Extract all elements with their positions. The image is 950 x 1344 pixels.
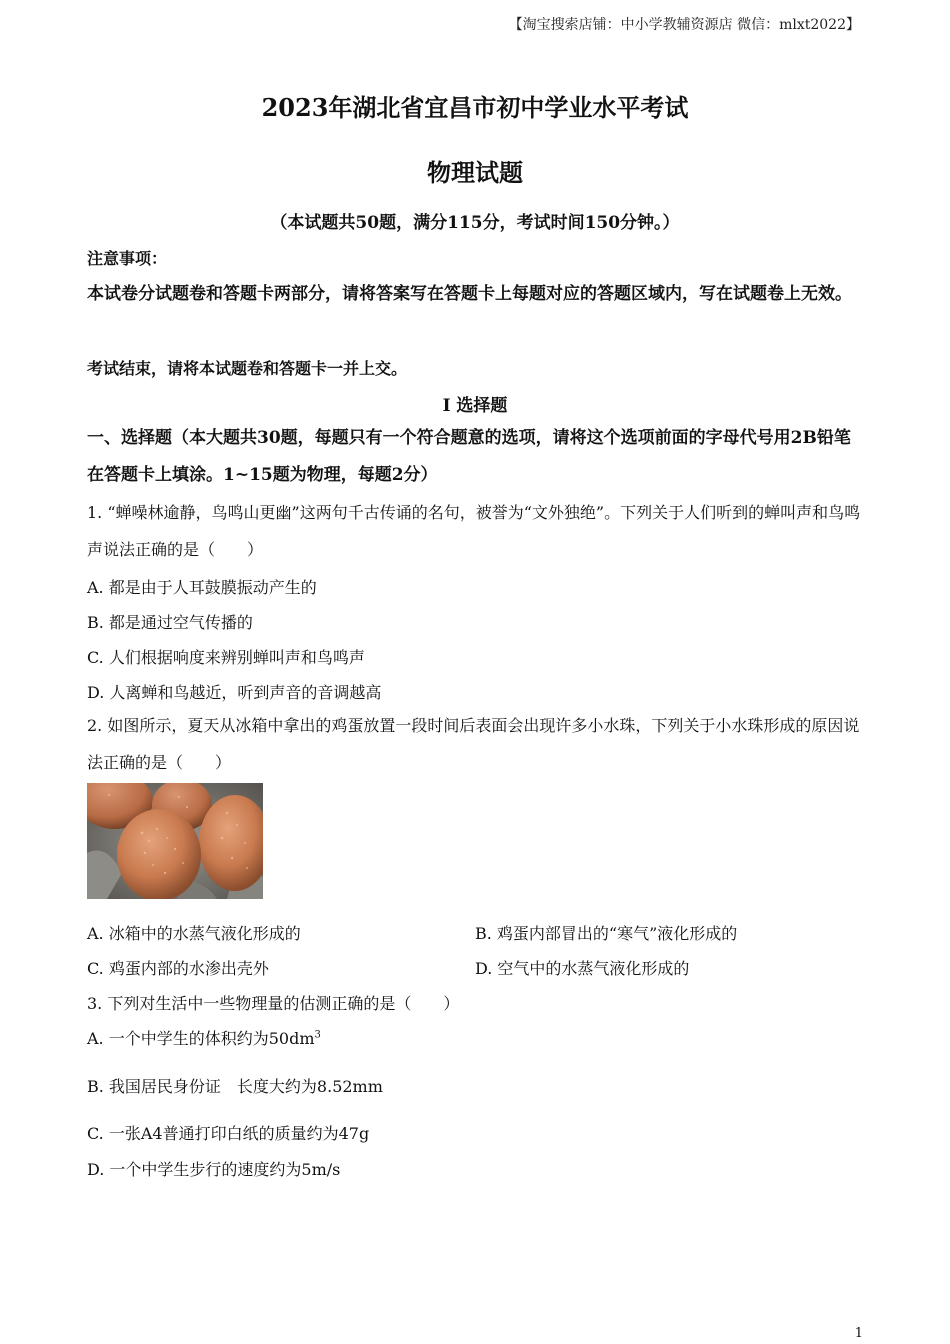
question-3-option-a: [87, 1026, 321, 1049]
question-1-option-b: B. 都是通过空气传播的: [87, 613, 253, 632]
header-note: 【淘宝搜索店铺：中小学教辅资源店 微信：mlxt2022】: [508, 17, 860, 33]
page-number: 1: [854, 1326, 863, 1341]
question-2-option-a: A. 冰箱中的水蒸气液化形成的: [87, 924, 301, 943]
question-1-option-d: D. 人离蝉和鸟越近，听到声音的音调越高: [87, 683, 382, 702]
question-3-option-d: D. 一个中学生步行的速度约为5m/s: [87, 1160, 341, 1179]
page-subtitle: 物理试题: [427, 158, 523, 187]
question-3-option-a-text: A. 一个中学生的体积约为50dm: [87, 1029, 315, 1048]
question-2-stem: 2. 如图所示，夏天从冰箱中拿出的鸡蛋放置一段时间后表面会出现许多小水珠，下列关于小水珠形成的原因说法正确的是（ ）: [87, 716, 860, 772]
cubic-superscript: 3: [314, 1029, 321, 1041]
question-1-stem: 1. “蝉噪林逾静，鸟鸣山更幽”这两句千古传诵的名句，被誉为“文外独绝”。下列关于人们听到的蝉叫声和鸟鸣声说法正确的是（ ）: [87, 503, 861, 559]
question-3-stem: 3. 下列对生活中一些物理量的估测正确的是（ ）: [87, 994, 460, 1013]
notice-line-2: 考试结束，请将本试题卷和答题卡一并上交。: [87, 359, 408, 378]
question-1-option-c: C. 人们根据响度来辨别蝉叫声和鸟鸣声: [87, 648, 365, 667]
question-1-option-a: A. 都是由于人耳鼓膜振动产生的: [87, 578, 317, 597]
exam-info: （本试题共50题，满分115分，考试时间150分钟。）: [270, 213, 680, 233]
eggs-photo: [87, 783, 263, 899]
question-3-option-c: C. 一张A4普通打印白纸的质量约为47g: [87, 1124, 370, 1143]
notice-heading: 注意事项：: [87, 249, 168, 268]
section-title: I 选择题: [442, 396, 508, 416]
question-2-option-b: B. 鸡蛋内部冒出的“寒气”液化形成的: [475, 924, 738, 943]
question-2-option-c: C. 鸡蛋内部的水渗出壳外: [87, 959, 269, 978]
page-title: 2023年湖北省宜昌市初中学业水平考试: [261, 93, 689, 122]
question-2-option-d: D. 空气中的水蒸气液化形成的: [475, 959, 690, 978]
section-instruction: 一、选择题（本大题共30题，每题只有一个符合题意的选项，请将这个选项前面的字母代号用2B铅笔在答题卡上填涂。1~15题为物理，每题2分）: [87, 428, 851, 485]
notice-line-1: 本试卷分试题卷和答题卡两部分，请将答案写在答题卡上每题对应的答题区域内，写在试题卷上无效。: [87, 284, 852, 304]
question-3-option-b: B. 我国居民身份证 长度大约为8.52mm: [87, 1077, 383, 1096]
